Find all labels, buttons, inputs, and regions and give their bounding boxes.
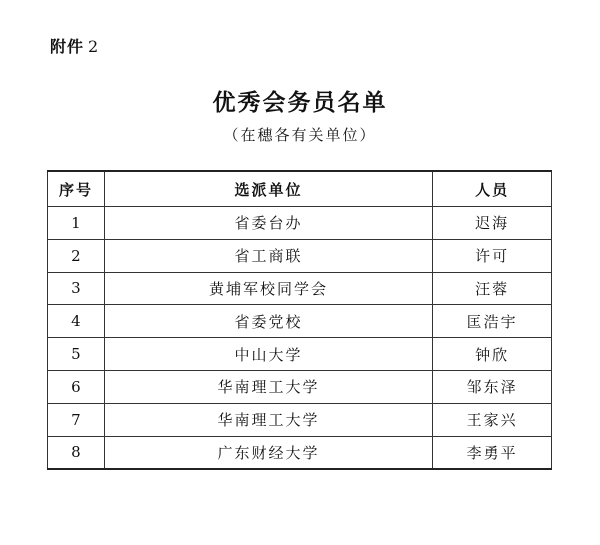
row-index: 5: [48, 338, 105, 371]
row-person: 李勇平: [433, 436, 552, 469]
award-list-table: [47, 170, 552, 470]
row-index: 4: [48, 305, 105, 338]
table-row: [48, 239, 552, 272]
row-unit: 黄埔军校同学会: [104, 272, 432, 305]
table-row: [48, 370, 552, 403]
table-row: [48, 305, 552, 338]
row-person: 汪蓉: [433, 272, 552, 305]
table-row: [48, 272, 552, 305]
document-subtitle: （在穗各有关单位）: [223, 126, 377, 144]
row-unit: 省工商联: [104, 239, 432, 272]
table-row: [48, 403, 552, 436]
row-person: 邹东泽: [433, 370, 552, 403]
row-index: 6: [48, 370, 105, 403]
table-row: [48, 338, 552, 371]
row-index: 7: [48, 403, 105, 436]
row-unit: 华南理工大学: [104, 403, 432, 436]
row-unit: 省委台办: [104, 207, 432, 240]
column-header-person: 人员: [433, 171, 552, 207]
row-person: 钟欣: [433, 338, 552, 371]
row-index: 8: [48, 436, 105, 469]
column-header-index: 序号: [48, 171, 105, 207]
row-person: 许可: [433, 239, 552, 272]
attachment-label: [50, 34, 99, 57]
row-unit: 广东财经大学: [104, 436, 432, 469]
row-index: 3: [48, 272, 105, 305]
row-person: 迟海: [433, 207, 552, 240]
row-unit: 中山大学: [104, 338, 432, 371]
row-index: 2: [48, 239, 105, 272]
table-row: [48, 207, 552, 240]
attachment-number: 2: [88, 37, 100, 56]
row-unit: 华南理工大学: [104, 370, 432, 403]
attachment-text: 附件: [50, 37, 85, 56]
table-header-row: [48, 171, 552, 207]
table-row: [48, 436, 552, 469]
row-person: 匡浩宇: [433, 305, 552, 338]
column-header-unit: 选派单位: [104, 171, 432, 207]
row-person: 王家兴: [433, 403, 552, 436]
row-index: 1: [48, 207, 105, 240]
document-title: 优秀会务员名单: [212, 90, 388, 116]
row-unit: 省委党校: [104, 305, 432, 338]
